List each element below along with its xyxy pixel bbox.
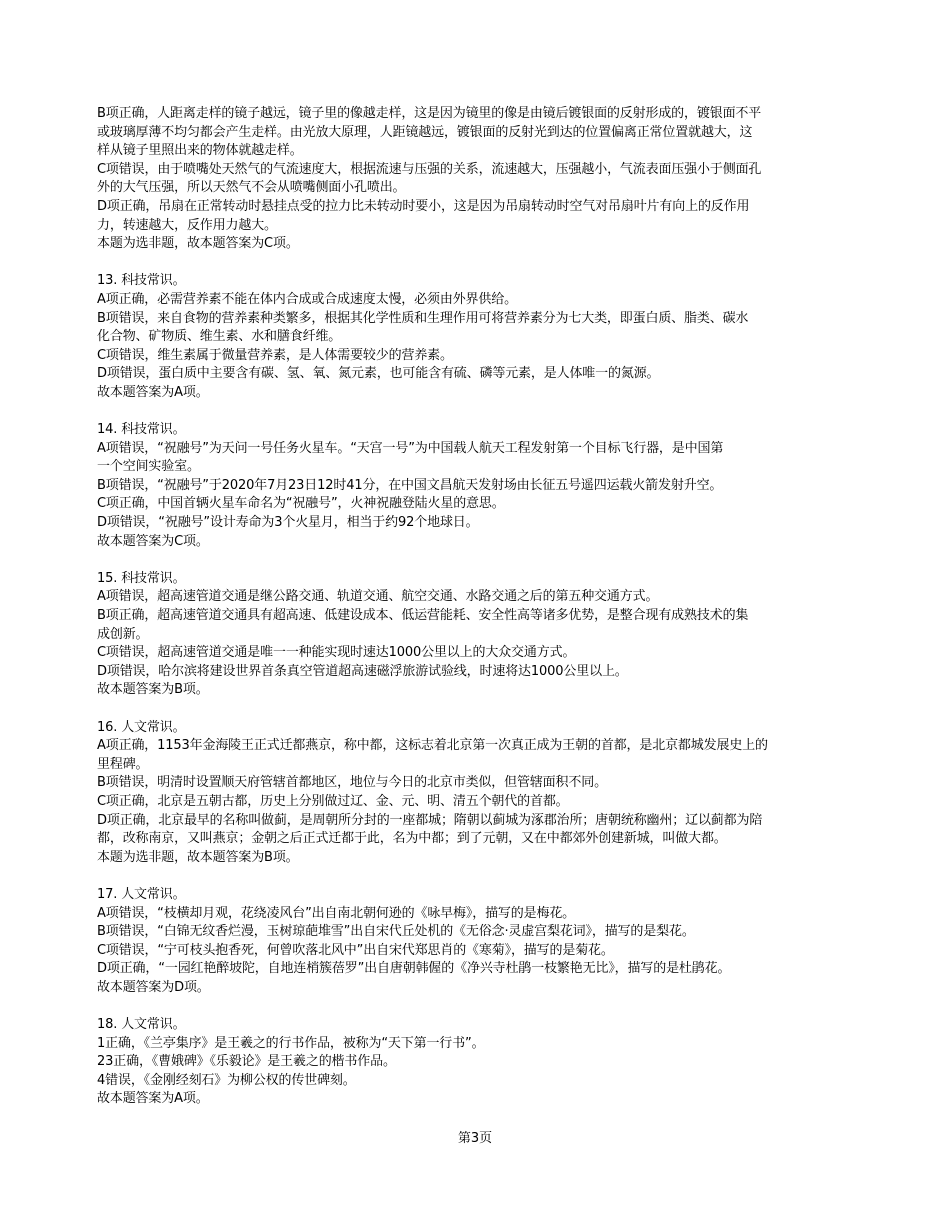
paragraph-gap <box>97 403 867 422</box>
text-line: D项正确，北京最早的名称叫做蓟，是周朝所分封的一座都城；隋朝以蓟城为涿郡治所；唐朝统称幽州；辽以蓟都为陪 <box>97 812 763 828</box>
paragraph-gap <box>97 867 867 886</box>
text-line: 外的大气压强，所以天然气不会从喷嘴侧面小孔喷出。 <box>97 180 406 196</box>
document-body <box>97 105 867 1109</box>
text-line: 故本题答案为D项。 <box>97 979 210 995</box>
text-line: 23正确，《曹娥碑》《乐毅论》是王羲之的楷书作品。 <box>97 1054 396 1070</box>
text-line: 故本题答案为C项。 <box>97 533 209 549</box>
text-line: 本题为选非题，故本题答案为C项。 <box>97 236 299 252</box>
text-line: D项正确，吊扇在正常转动时悬挂点受的拉力比未转动时要小，这是因为吊扇转动时空气对吊扇叶片有向上的反作用 <box>97 198 750 214</box>
text-line: 14. 科技常识。 <box>97 422 186 438</box>
text-line: 本题为选非题，故本题答案为B项。 <box>97 849 299 865</box>
text-line: D项错误，“祝融号”设计寿命为3个火星月，相当于约92个地球日。 <box>97 515 479 531</box>
text-line: 化合物、矿物质、维生素、水和膳食纤维。 <box>97 329 342 345</box>
text-line: C项错误，维生素属于微量营养素，是人体需要较少的营养素。 <box>97 347 453 363</box>
text-line: 4错误，《金刚经刻石》为柳公权的传世碑刻。 <box>97 1072 356 1088</box>
answer-section <box>97 719 867 868</box>
text-line: 18. 人文常识。 <box>97 1017 186 1033</box>
text-line: A项正确，必需营养素不能在体内合成或合成速度太慢，必须由外界供给。 <box>97 291 517 307</box>
answer-section <box>97 886 867 998</box>
paragraph-gap <box>97 700 867 719</box>
paragraph-gap <box>97 254 867 273</box>
text-line: C项错误，“宁可枝头抱香死，何曾吹落北风中”出自宋代郑思肖的《寒菊》，描写的是菊花。 <box>97 942 614 958</box>
text-line: 17. 人文常识。 <box>97 886 186 902</box>
paragraph-gap <box>97 998 867 1017</box>
text-line: C项错误，由于喷嘴处天然气的气流速度大，根据流速与压强的关系，流速越大，压强越小，气流表面压强小于侧面孔 <box>97 161 762 177</box>
text-line: B项错误，“祝融号”于2020年7月23日12时41分，在中国文昌航天发射场由长征五号遥四运载火箭发射升空。 <box>97 477 723 493</box>
text-line: B项正确，人距离走样的镜子越远，镜子里的像越走样，这是因为镜里的像是由镜后镀银面的反射形成的，镀银面不平 <box>97 106 762 121</box>
text-line: 15. 科技常识。 <box>97 570 186 586</box>
text-line: 故本题答案为B项。 <box>97 682 209 698</box>
text-line: 13. 科技常识。 <box>97 273 186 289</box>
text-line: C项正确，中国首辆火星车命名为“祝融号”，火神祝融登陆火星的意思。 <box>97 496 505 512</box>
text-line: 16. 人文常识。 <box>97 719 186 735</box>
text-line: D项正确，“一园红艳醉坡陀，自地连梢簇蓓罗”出自唐朝韩偓的《净兴寺杜鹃一枝繁艳无比》，描写的是杜鹃花。 <box>97 961 731 977</box>
text-line: B项错误，“白锦无纹香烂漫，玉树琼葩堆雪”出自宋代丘处机的《无俗念·灵虚宫梨花词》，描写的是梨花。 <box>97 924 695 940</box>
text-line: 成创新。 <box>97 626 149 642</box>
answer-section <box>97 105 867 254</box>
text-line: D项错误，蛋白质中主要含有碳、氢、氧、氮元素，也可能含有硫、磷等元素，是人体唯一的氮源。 <box>97 366 660 382</box>
answer-section <box>97 272 867 402</box>
text-line: C项错误，超高速管道交通是唯一一种能实现时速达1000公里以上的大众交通方式。 <box>97 645 576 661</box>
text-line: A项正确，1153年金海陵王正式迁都燕京，称中都，这标志着北京第一次真正成为王朝的首都，是北京都城发展史上的 <box>97 738 768 754</box>
text-line: A项错误，超高速管道交通是继公路交通、轨道交通、航空交通、水路交通之后的第五种交通方式。 <box>97 589 659 605</box>
text-line: 或玻璃厚薄不均匀都会产生走样。由光放大原理，人距镜越远，镀银面的反射光到达的位置偏离正常位置就越大，这 <box>97 124 753 140</box>
text-line: C项正确，北京是五朝古都，历史上分别做过辽、金、元、明、清五个朝代的首都。 <box>97 793 569 809</box>
text-line: 一个空间实验室。 <box>97 459 200 475</box>
text-line: 1正确，《兰亭集序》是王羲之的行书作品，被称为“天下第一行书”。 <box>97 1035 485 1051</box>
text-line: B项错误，来自食物的营养素种类繁多，根据其化学性质和生理作用可将营养素分为七大类，即蛋白质、脂类、碳水 <box>97 310 749 326</box>
answer-section <box>97 1016 867 1109</box>
text-line: D项错误，哈尔滨将建设世界首条真空管道超高速磁浮旅游试验线，时速将达1000公里以上。 <box>97 663 628 679</box>
text-line: B项错误，明清时设置顺天府管辖首都地区，地位与今日的北京市类似，但管辖面积不同。 <box>97 775 607 791</box>
text-line: 力，转速越大，反作用力越大。 <box>97 217 277 233</box>
text-line: 里程碑。 <box>97 756 149 772</box>
text-line: 都，改称南京，又叫燕京；金朝之后正式迁都于此，名为中都；到了元朝，又在中都郊外创建新城，叫做大都。 <box>97 831 727 847</box>
text-line: B项正确，超高速管道交通具有超高速、低建设成本、低运营能耗、安全性高等诸多优势，是整合现有成熟技术的集 <box>97 608 749 624</box>
text-line: 故本题答案为A项。 <box>97 1091 209 1107</box>
text-line: A项错误，“枝横却月观，花绕凌风台”出自南北朝何逊的《咏早梅》，描写的是梅花。 <box>97 905 576 921</box>
answer-section <box>97 570 867 700</box>
answer-section <box>97 421 867 551</box>
page-number: 第3页 <box>457 1131 493 1146</box>
text-line: 故本题答案为A项。 <box>97 384 209 400</box>
text-line: A项错误，“祝融号”为天问一号任务火星车。“天宫一号”为中国载人航天工程发射第一个目标飞行器，是中国第 <box>97 440 724 456</box>
text-line: 样从镜子里照出来的物体就越走样。 <box>97 143 303 159</box>
paragraph-gap <box>97 551 867 570</box>
